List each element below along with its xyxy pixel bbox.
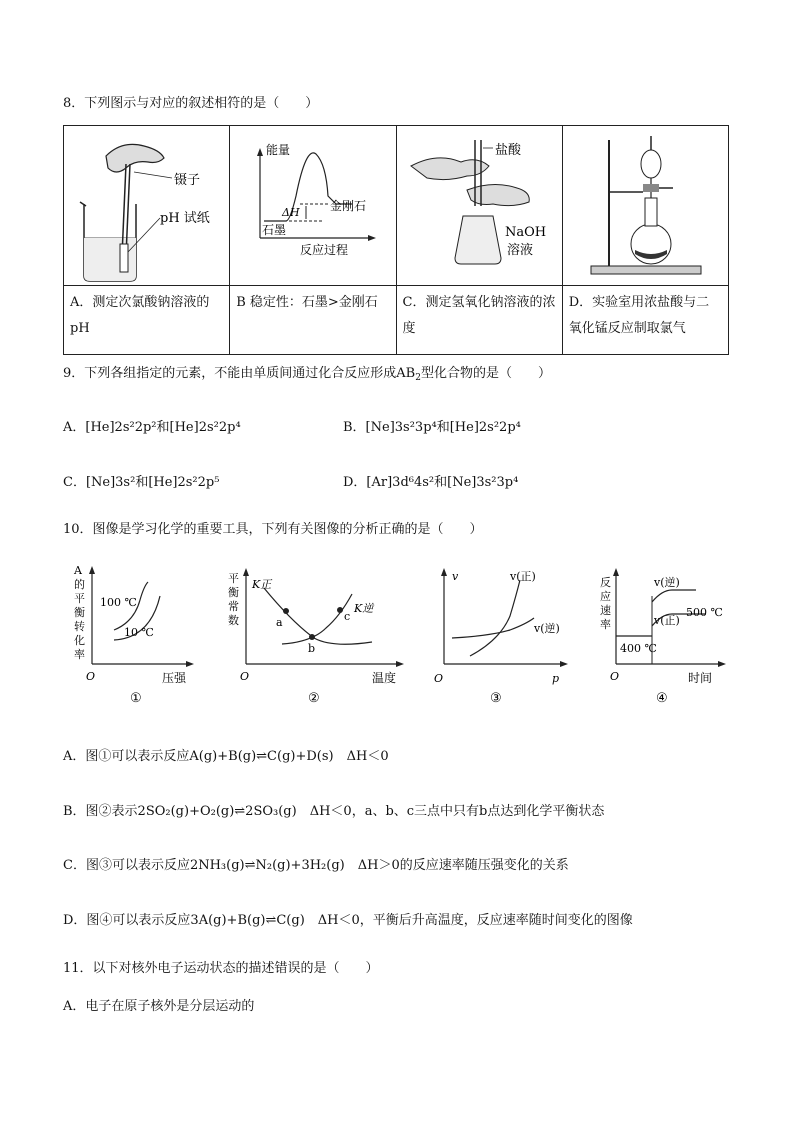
fig2-kz: K正 — [252, 578, 272, 591]
q9-stem-a: 9．下列各组指定的元素，不能由单质间通过化合反应形成AB — [63, 366, 416, 381]
q11-option-a: A．电子在原子核外是分层运动的 — [63, 999, 255, 1014]
figure-c — [396, 126, 562, 286]
fig3-vn: v(逆) — [534, 622, 560, 635]
fig2-a: a — [276, 616, 283, 629]
fig4-origin: O — [610, 670, 620, 683]
fig2-origin: O — [240, 670, 250, 683]
svg-text:反应速率: 反应速率 — [600, 576, 611, 631]
fig2-number: ② — [308, 691, 320, 706]
fig3-number: ③ — [490, 691, 502, 706]
caption-a: A．测定次氯酸钠溶液的pH — [64, 286, 230, 355]
q10-option-b: B．图②表示2SO₂(g)+O₂(g)⇌2SO₃(g) ΔH＜0，a、b、c三点中只有b点达到化学平衡状态 — [63, 804, 605, 819]
titration-illustration — [397, 126, 563, 283]
svg-text:平衡常数: 平衡常数 — [228, 572, 239, 627]
fig1-t1: 100 ℃ — [100, 596, 137, 609]
process-axis-label: 反应过程 — [300, 243, 349, 257]
fig2-kn: K逆 — [354, 602, 374, 615]
ph-test-illustration — [64, 126, 230, 283]
ph-paper-label: pH 试纸 — [160, 211, 210, 226]
q9-option-d: D．[Ar]3d⁶4s²和[Ne]3s²3p⁴ — [343, 475, 519, 490]
chlorine-apparatus — [563, 126, 729, 283]
q10-figure-3 — [430, 560, 580, 708]
fig4-vz: v(正) — [654, 614, 680, 627]
q8-options-table — [63, 125, 729, 355]
fig4-vn: v(逆) — [654, 576, 680, 589]
figure-d — [562, 126, 728, 286]
q9-option-c: C．[Ne]3s²和[He]2s²2p⁵ — [63, 475, 220, 490]
fig4-t500: 500 ℃ — [686, 606, 723, 619]
fig3-ylabel: v — [452, 570, 459, 583]
q10-figure-1 — [64, 560, 204, 708]
q9-stem: 9．下列各组指定的元素，不能由单质间通过化合反应形成$AB_2$型化合物的是（ ） — [63, 366, 551, 383]
fig2-c: c — [344, 610, 351, 623]
fig3-vz: v(正) — [510, 570, 536, 583]
caption-b: B 稳定性：石墨>金刚石 — [230, 286, 396, 355]
fig3-origin: O — [434, 672, 444, 685]
fig4-xlabel: 时间 — [688, 671, 713, 685]
q10-figure-4 — [596, 560, 736, 708]
fig1-t2: 10 ℃ — [124, 626, 154, 639]
q11-stem: 11．以下对核外电子运动状态的描述错误的是（ ） — [63, 961, 379, 976]
solution-label: 溶液 — [506, 243, 533, 258]
delta-h-label: ΔH — [282, 206, 300, 219]
q10-figure-2 — [222, 560, 412, 708]
fig1-origin: O — [86, 670, 96, 683]
graphite-label: 石墨 — [262, 223, 287, 237]
fig4-t400: 400 ℃ — [620, 642, 657, 655]
q8-stem: 8．下列图示与对应的叙述相符的是（ ） — [63, 96, 319, 111]
figure-a — [64, 126, 230, 286]
q10-option-a: A．图①可以表示反应A(g)+B(g)⇌C(g)+D(s) ΔH＜0 — [63, 749, 389, 764]
energy-axis-label: 能量 — [266, 143, 291, 157]
q9-option-a: A．[He]2s²2p²和[He]2s²2p⁴ — [63, 420, 241, 435]
diamond-label: 金刚石 — [330, 199, 367, 213]
fig3-xlabel: p — [552, 672, 560, 685]
fig2-xlabel: 温度 — [372, 671, 397, 685]
fig1-number: ① — [130, 691, 142, 706]
hcl-label: 盐酸 — [494, 143, 521, 158]
svg-text:A的平衡转化率: A 的平衡转化率 — [74, 564, 85, 661]
figure-b — [230, 126, 396, 286]
q10-option-d: D．图④可以表示反应3A(g)+B(g)⇌C(g) ΔH＜0，平衡后升高温度，反应速率随时间变化的图像 — [63, 913, 633, 928]
q10-stem: 10．图像是学习化学的重要工具，下列有关图像的分析正确的是（ ） — [63, 522, 483, 537]
tweezers-label: 镊子 — [174, 173, 201, 188]
caption-c: C．测定氢氧化钠溶液的浓度 — [396, 286, 562, 355]
q9-stem-b: 型化合物的是（ ） — [420, 366, 551, 381]
caption-d: D．实验室用浓盐酸与二氧化锰反应制取氯气 — [562, 286, 728, 355]
q9-option-b: B．[Ne]3s²3p⁴和[He]2s²2p⁴ — [343, 420, 521, 435]
fig2-b: b — [308, 642, 316, 655]
q10-option-c: C．图③可以表示反应2NH₃(g)⇌N₂(g)+3H₂(g) ΔH＞0的反应速率随压强变化的关系 — [63, 858, 569, 873]
fig4-number: ④ — [656, 691, 668, 706]
energy-diagram — [230, 126, 396, 283]
naoh-label: NaOH — [504, 225, 546, 240]
fig1-xlabel: 压强 — [162, 671, 187, 685]
